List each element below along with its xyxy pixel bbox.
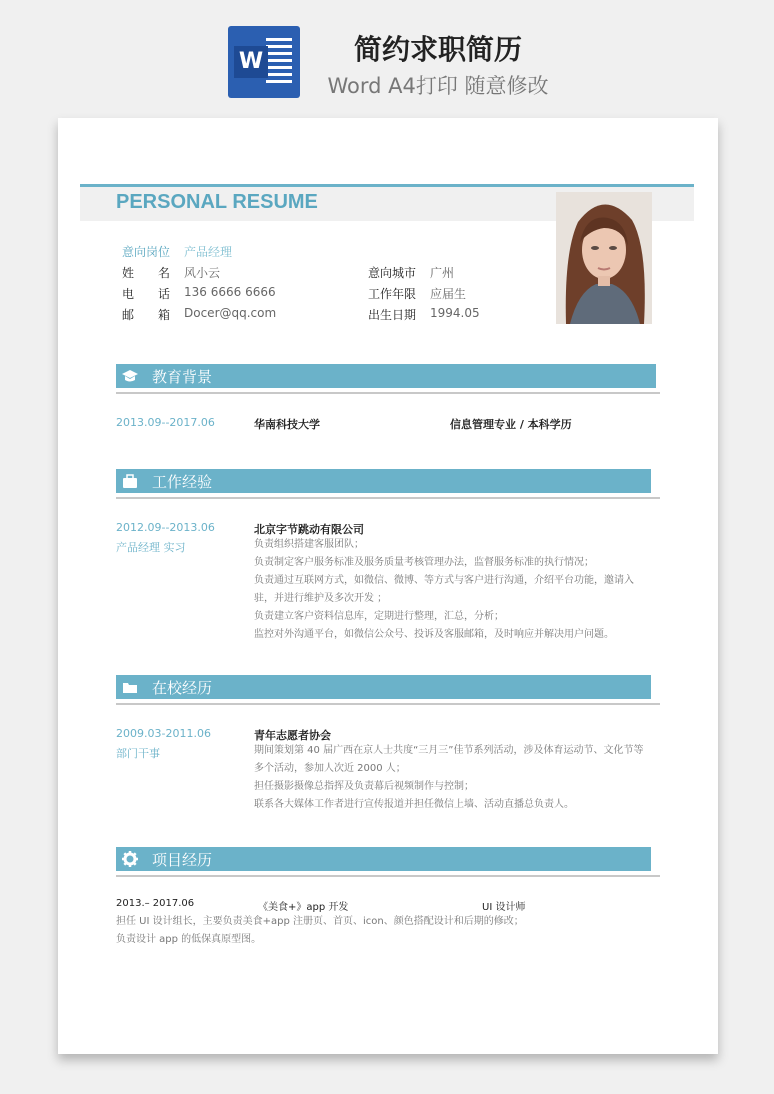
city-label: 意向城市 xyxy=(368,266,417,280)
word-letter: W xyxy=(234,46,268,78)
banner-title: 简约求职简历 xyxy=(353,33,522,66)
name-label: 姓 名 xyxy=(122,266,171,280)
work-detail-line: 负责建立客户资料信息库，定期进行整理，汇总，分析； xyxy=(254,611,504,622)
work-title: 工作经验 xyxy=(152,473,213,491)
years-value: 应届生 xyxy=(430,287,467,301)
education-school: 华南科技大学 xyxy=(254,418,320,431)
years-label: 工作年限 xyxy=(368,287,417,301)
section-divider xyxy=(116,875,660,877)
section-divider xyxy=(116,497,660,499)
intent-value: 产品经理 xyxy=(184,245,233,259)
education-title: 教育背景 xyxy=(152,368,213,386)
gear-icon xyxy=(122,851,138,867)
campus-details xyxy=(254,742,643,814)
work-details xyxy=(254,536,634,644)
portrait-image xyxy=(556,192,652,324)
section-divider xyxy=(116,703,660,705)
profile-photo xyxy=(556,192,652,324)
graduation-cap-icon xyxy=(122,368,138,384)
work-detail-line: 监控对外沟通平台，如微信公众号、投诉及客服邮箱，及时响应并解决用户问题。 xyxy=(254,629,614,640)
banner xyxy=(0,0,774,118)
folder-icon xyxy=(122,679,138,695)
project-name: 《美食+》app 开发 xyxy=(258,902,349,913)
education-section-header xyxy=(116,364,656,388)
work-detail-line: 驻，并进行维护及多次开发 ； xyxy=(254,593,388,604)
campus-detail-line: 多个活动，参加人次近 2000 人； xyxy=(254,763,406,774)
campus-detail-line: 期间策划第 40 届广西在京人士共度“三月三”佳节系列活动，涉及体育运动节、文化节等 xyxy=(254,745,644,756)
resume-heading: PERSONAL RESUME xyxy=(116,191,318,213)
work-detail-line: 负责组织搭建客服团队； xyxy=(254,539,364,550)
section-divider xyxy=(116,392,660,394)
campus-title: 在校经历 xyxy=(152,679,213,697)
work-section-header xyxy=(116,469,651,493)
project-detail-line: 负责设计 app 的低保真原型图。 xyxy=(116,934,262,945)
name-value: 风小云 xyxy=(184,266,221,280)
work-company: 北京字节跳动有限公司 xyxy=(254,523,364,536)
project-details xyxy=(116,913,524,949)
phone-value: 136 6666 6666 xyxy=(184,285,276,299)
city-value: 广州 xyxy=(430,266,455,280)
work-detail-line: 负责制定客户服务标准及服务质量考核管理办法，监督服务标准的执行情况； xyxy=(254,557,594,568)
birth-label: 出生日期 xyxy=(368,308,417,322)
work-detail-line: 负责通过互联网方式，如微信、微博、等方式与客户进行沟通，介绍平台功能，邀请入 xyxy=(254,575,634,586)
education-major: 信息管理专业 / 本科学历 xyxy=(450,418,572,431)
campus-date: 2009.03-2011.06 xyxy=(116,727,211,740)
birth-value: 1994.05 xyxy=(430,306,480,320)
campus-role: 部门干事 xyxy=(116,747,160,760)
project-title: 项目经历 xyxy=(152,851,213,869)
intent-label: 意向岗位 xyxy=(122,245,171,259)
work-role: 产品经理 实习 xyxy=(116,541,186,554)
project-section-header xyxy=(116,847,651,871)
email-value: Docer@qq.com xyxy=(184,306,277,320)
project-detail-line: 担任 UI 设计组长，主要负责美食+app 注册页、首页、icon、颜色搭配设计和后期的修改； xyxy=(116,916,524,927)
campus-detail-line: 担任摄影摄像总指挥及负责幕后视频制作与控制； xyxy=(254,781,474,792)
campus-detail-line: 联系各大媒体工作者进行宣传报道并担任微信上墙、活动直播总负责人。 xyxy=(254,799,574,810)
project-role: UI 设计师 xyxy=(482,902,526,913)
campus-section-header xyxy=(116,675,651,699)
email-label: 邮 箱 xyxy=(122,308,171,322)
word-icon xyxy=(228,26,300,98)
campus-org: 青年志愿者协会 xyxy=(254,729,331,742)
banner-subtitle: Word A4打印 随意修改 xyxy=(327,74,549,98)
education-date: 2013.09--2017.06 xyxy=(116,416,215,429)
project-date: 2013.– 2017.06 xyxy=(116,898,195,909)
work-date: 2012.09--2013.06 xyxy=(116,521,215,534)
phone-label: 电 话 xyxy=(122,287,171,301)
resume-page xyxy=(58,118,718,1054)
document-lines-icon xyxy=(266,38,292,84)
briefcase-icon xyxy=(122,473,138,489)
